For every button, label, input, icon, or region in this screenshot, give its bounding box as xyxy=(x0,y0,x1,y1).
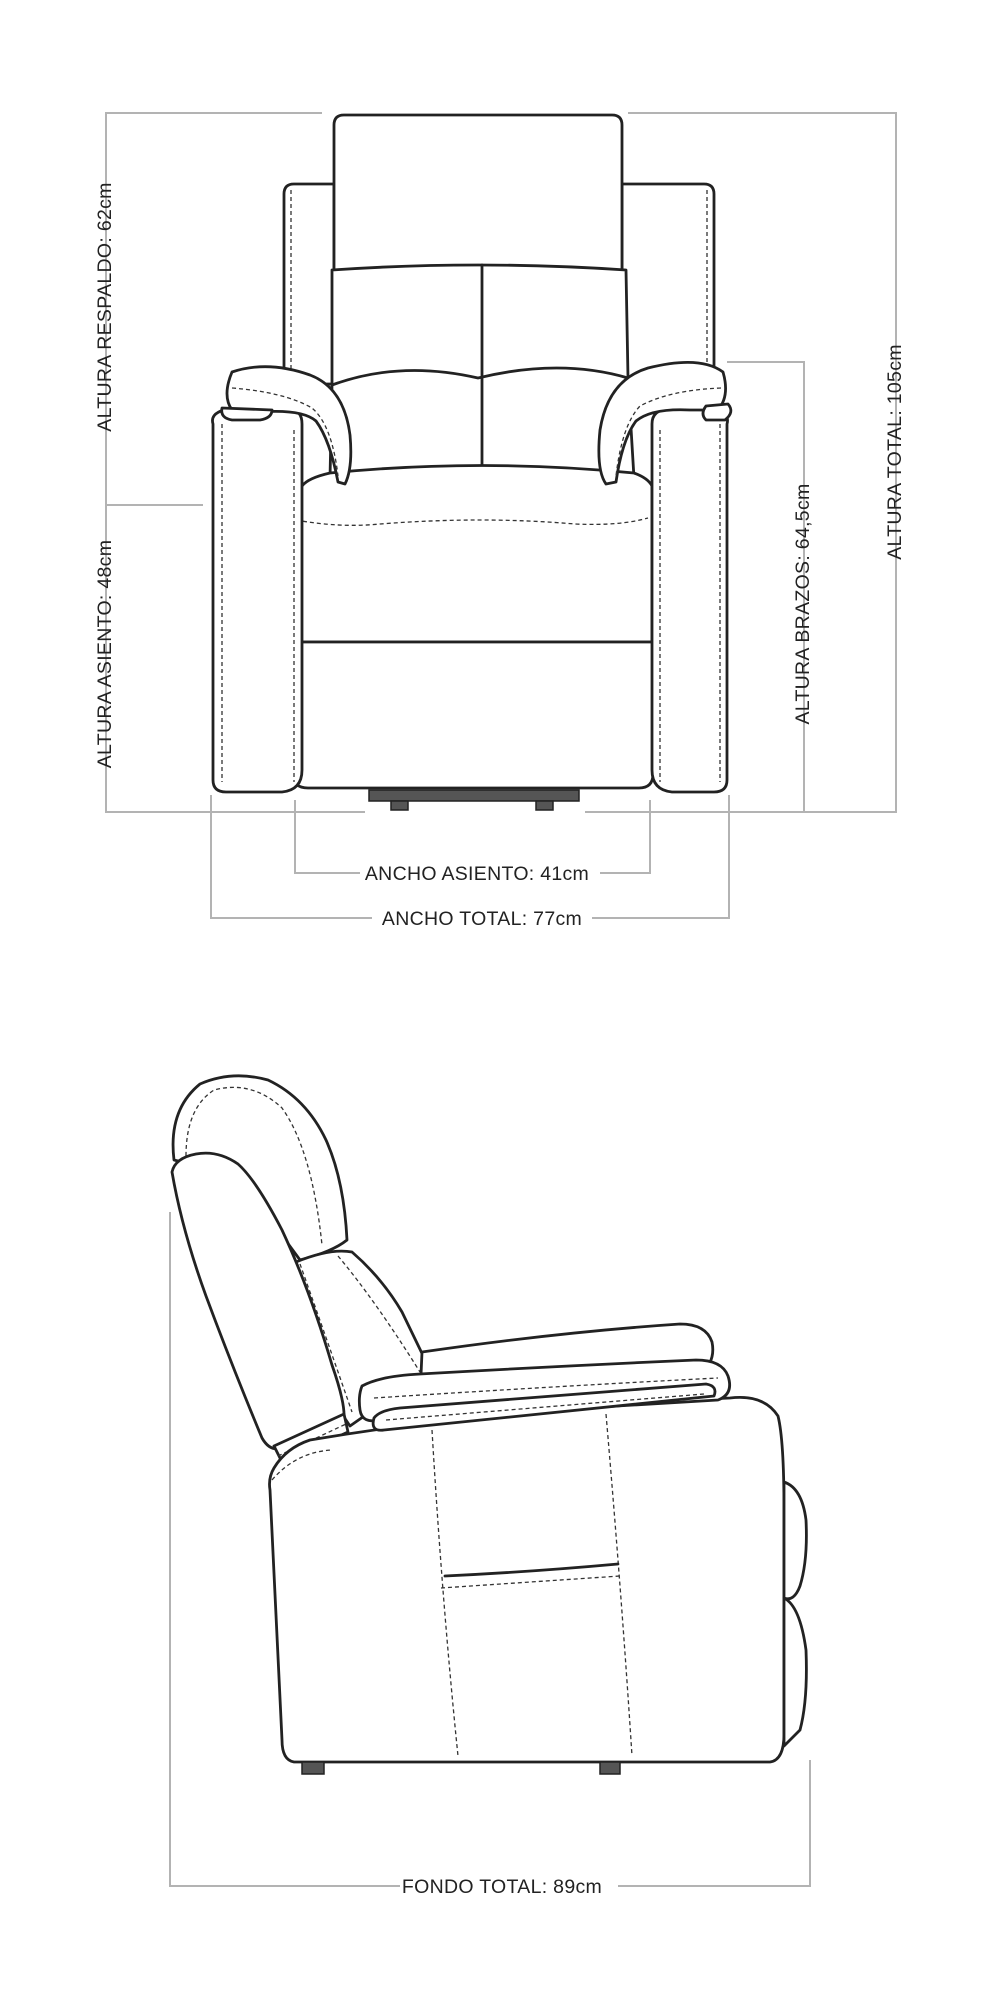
side-dimension-labels xyxy=(402,1876,602,1898)
seat-height-label: ALTURA ASIENTO: 48cm xyxy=(94,539,117,769)
front-view xyxy=(94,113,906,930)
side-view xyxy=(170,1076,810,1898)
arm-height-label: ALTURA BRAZOS: 64,5cm xyxy=(792,483,815,725)
armchair-side-drawing xyxy=(172,1076,806,1774)
armchair-front-drawing xyxy=(212,115,730,810)
backrest-height-label: ALTURA RESPALDO: 62cm xyxy=(94,182,117,432)
total-width-label: ANCHO TOTAL: 77cm xyxy=(381,908,583,930)
total-depth-label: FONDO TOTAL: 89cm xyxy=(401,1876,603,1898)
seat-width-label: ANCHO ASIENTO: 41cm xyxy=(364,863,590,885)
total-height-label: ALTURA TOTAL: 105cm xyxy=(884,344,907,560)
